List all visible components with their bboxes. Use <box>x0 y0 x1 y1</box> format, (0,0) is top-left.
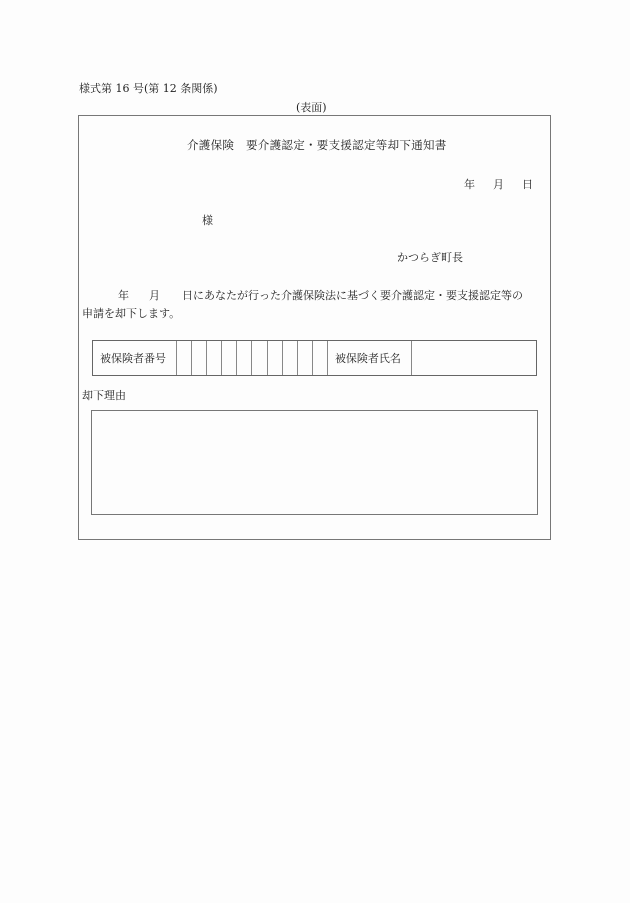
body-text-line2: 申請を却下します。 <box>82 307 181 320</box>
insured-number-digit-10[interactable] <box>313 341 328 375</box>
form-number: 様式第 16 号(第 12 条関係) <box>79 82 218 95</box>
body-year-label: 年 <box>118 289 129 302</box>
date-month-label: 月 <box>493 178 504 191</box>
insured-name-label: 被保険者氏名 <box>328 341 412 375</box>
date-year-label: 年 <box>464 178 475 191</box>
insured-number-digit-1[interactable] <box>177 341 192 375</box>
insured-info-table <box>92 340 537 376</box>
insured-number-digit-6[interactable] <box>252 341 267 375</box>
side-label: (表面) <box>296 101 327 114</box>
insured-number-digit-8[interactable] <box>283 341 298 375</box>
sender-name: かつらぎ町長 <box>397 251 463 264</box>
rejection-reason-label: 却下理由 <box>82 389 126 402</box>
insured-number-digit-4[interactable] <box>222 341 237 375</box>
addressee-suffix: 様 <box>202 214 213 227</box>
insured-name-field[interactable] <box>412 341 536 375</box>
issue-date <box>464 176 533 192</box>
insured-number-digit-3[interactable] <box>207 341 222 375</box>
body-line1-text: 日にあなたが行った介護保険法に基づく要介護認定・要支援認定等の <box>182 289 523 302</box>
body-text-line1 <box>118 287 523 303</box>
insured-number-label: 被保険者番号 <box>93 341 177 375</box>
document-title: 介護保険 要介護認定・要支援認定等却下通知書 <box>187 138 447 152</box>
insured-number-digit-9[interactable] <box>298 341 313 375</box>
insured-number-digit-2[interactable] <box>192 341 207 375</box>
body-month-label: 月 <box>149 289 160 302</box>
insured-number-digit-7[interactable] <box>268 341 283 375</box>
date-day-label: 日 <box>522 178 533 191</box>
rejection-reason-field[interactable] <box>91 410 538 515</box>
insured-number-digit-5[interactable] <box>237 341 252 375</box>
